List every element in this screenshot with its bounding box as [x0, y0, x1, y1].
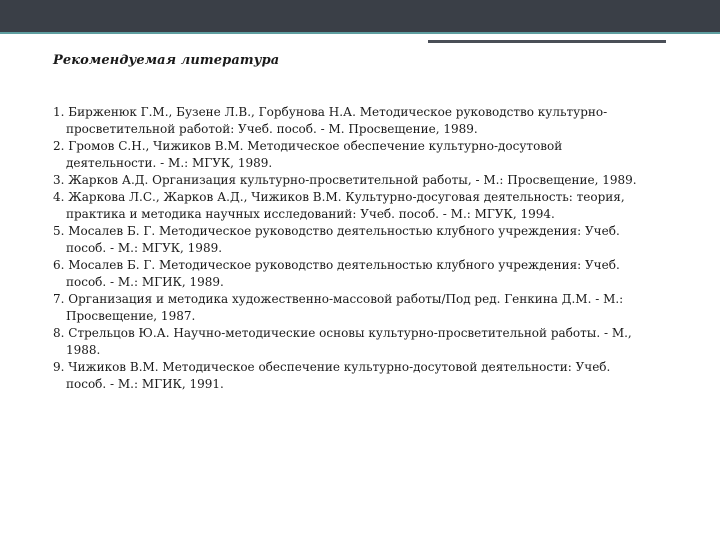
title-accent-line [428, 40, 666, 43]
reference-item: 1. Бирженюк Г.М., Бузене Л.В., Горбунова Н.А. Методическое руководство культурно-просветительной работой: Учеб. пособ. - М. Просвещение, 1989. [53, 105, 608, 136]
reference-item: 4. Жаркова Л.С., Жарков А.Д., Чижиков В.М. Культурно-досуговая деятельность: теория, практика и методика научных исследований: Учеб. пособ. - М.: МГУК, 1994. [53, 190, 625, 221]
reference-item: 7. Организация и методика художественно-массовой работы/Под ред. Генкина Д.М. - М.: Просвещение, 1987. [53, 292, 624, 323]
reference-item: 6. Мосалев Б. Г. Методическое руководство деятельностью клубного учреждения: Учеб. пособ. - М.: МГИК, 1989. [53, 258, 620, 289]
reference-item: 5. Мосалев Б. Г. Методическое руководство деятельностью клубного учреждения: Учеб. пособ. - М.: МГУК, 1989. [53, 224, 620, 255]
reference-item: 8. Стрельцов Ю.А. Научно-методические основы культурно-просветительной работы. - М., 1988. [53, 326, 632, 357]
reference-item: 2. Громов С.Н., Чижиков В.М. Методическое обеспечение культурно-досутовой деятельности. - М.: МГУК, 1989. [53, 139, 563, 170]
reference-item: 3. Жарков А.Д. Организация культурно-просветительной работы, - М.: Просвещение, 1989. [53, 173, 637, 187]
reference-item: 9. Чижиков В.М. Методическое обеспечение культурно-досутовой деятельности: Учеб. пособ. - М.: МГИК, 1991. [53, 360, 611, 391]
header-accent-stripe [0, 32, 720, 34]
reference-list [53, 104, 653, 393]
header-bar [0, 0, 720, 32]
slide-title: Рекомендуемая литература [53, 53, 280, 68]
